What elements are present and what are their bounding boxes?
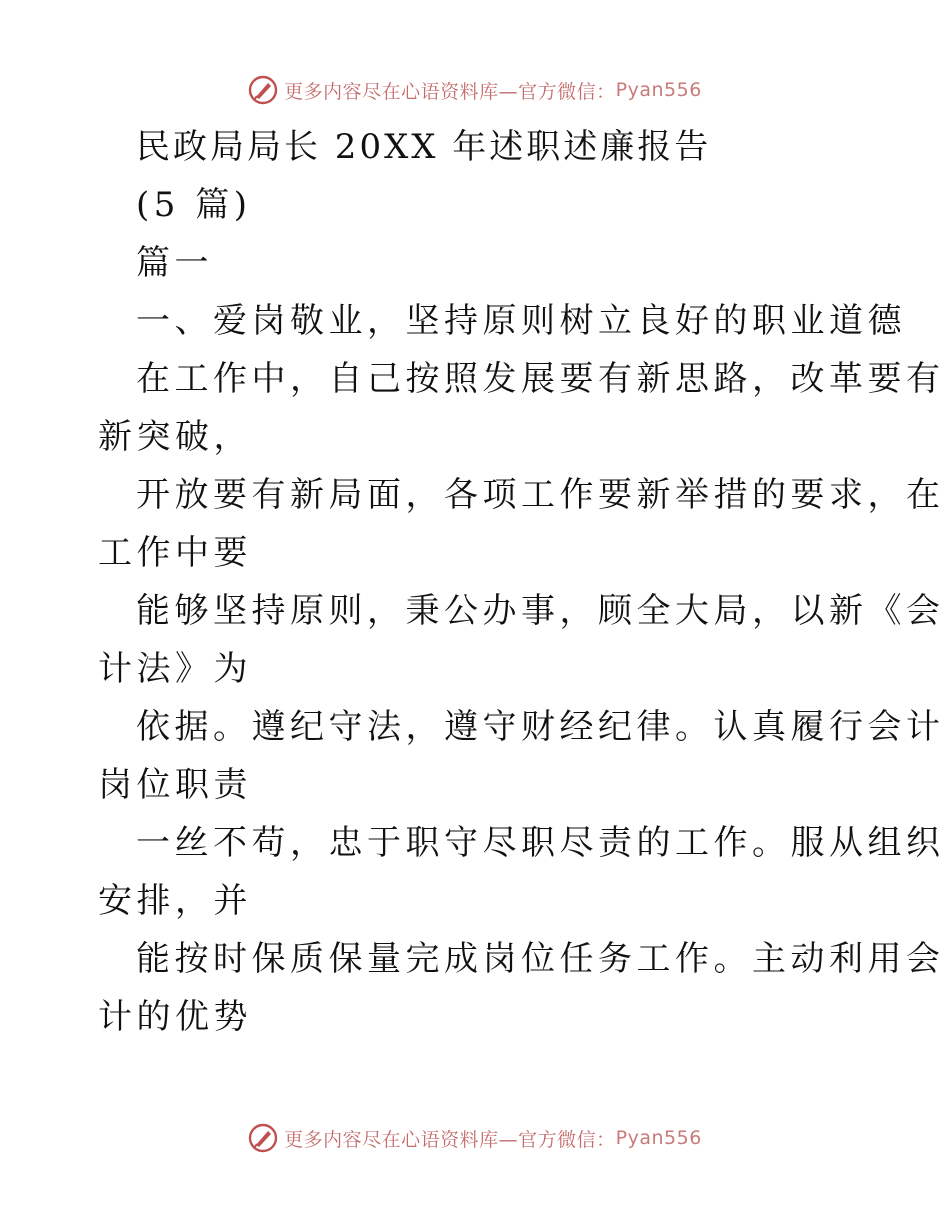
quill-logo-icon [248, 1123, 278, 1153]
document-subtitle: (5 篇) [136, 185, 252, 225]
watermark-account: Pyan556 [615, 79, 702, 101]
paragraph-line: 在工作中，自己按照发展要有新思路，改革要有 [136, 359, 945, 399]
paragraph-line: 岗位职责 [98, 765, 252, 805]
watermark-text: 更多内容尽在心语资料库—官方微信： [284, 1128, 616, 1151]
paragraph-line: 能够坚持原则，秉公办事，顾全大局，以新《会 [136, 591, 945, 631]
header-watermark [0, 70, 950, 110]
paragraph-line: 开放要有新局面，各项工作要新举措的要求，在 [136, 475, 945, 515]
document-body [98, 118, 945, 1046]
paragraph-line: 计的优势 [98, 997, 252, 1037]
paragraph-line: 新突破， [98, 417, 252, 457]
footer-watermark [0, 1118, 950, 1158]
section-heading: 篇一 [136, 243, 213, 283]
paragraph-line: 依据。遵纪守法，遵守财经纪律。认真履行会计 [136, 707, 945, 747]
paragraph-line: 计法》为 [98, 649, 252, 689]
document-title: 民政局局长 20XX 年述职述廉报告 [136, 127, 712, 167]
paragraph-line: 安排，并 [98, 881, 252, 921]
paragraph-line: 一丝不苟，忠于职守尽职尽责的工作。服从组织 [136, 823, 945, 863]
watermark-text: 更多内容尽在心语资料库—官方微信： [284, 80, 616, 103]
paragraph-line: 工作中要 [98, 533, 252, 573]
subsection-heading: 一、爱岗敬业，坚持原则树立良好的职业道德 [136, 301, 906, 341]
quill-logo-icon [248, 75, 278, 105]
watermark-account: Pyan556 [615, 1127, 702, 1149]
paragraph-line: 能按时保质保量完成岗位任务工作。主动利用会 [136, 939, 945, 979]
